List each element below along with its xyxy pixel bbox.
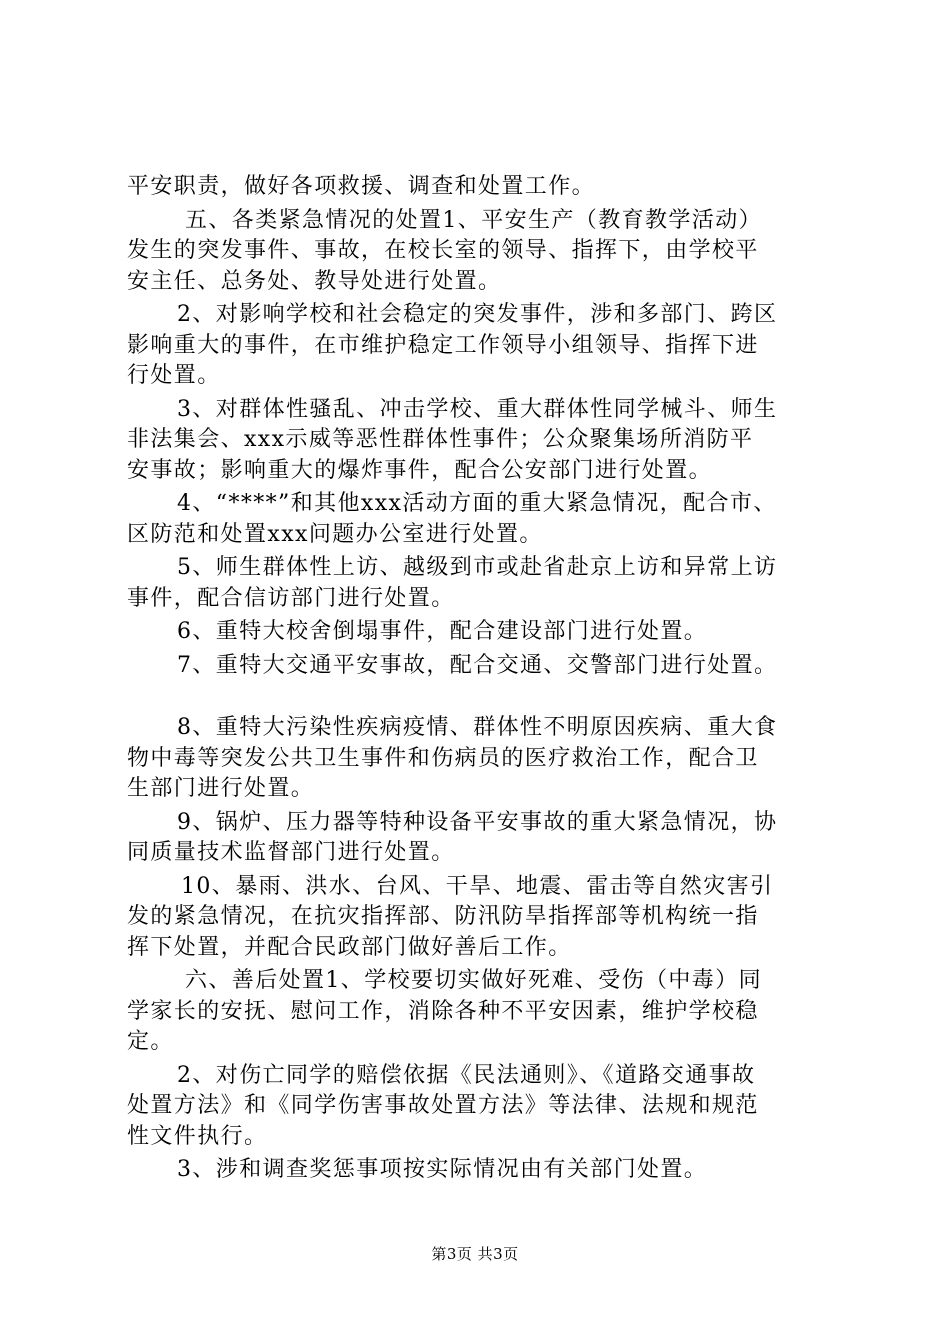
text-line: 发的紧急情况，在抗灾指挥部、防汛防旱指挥部等机构统一指 — [127, 904, 759, 929]
text-line: 区防范和处置xxx问题办公室进行处置。 — [127, 521, 543, 547]
text-line: 安事故；影响重大的爆炸事件，配合公安部门进行处置。 — [127, 457, 713, 483]
paragraph-item-9 — [127, 808, 847, 869]
text-line: 处置方法》和《同学伤害事故处置方法》等法律、法规和规范 — [127, 1093, 759, 1118]
text-line: 安主任、总务处、教导处进行处置。 — [127, 268, 502, 294]
paragraph-aftermath-2 — [127, 1061, 847, 1153]
paragraph-item-5 — [127, 553, 847, 614]
text-line: 同质量技术监督部门进行处置。 — [127, 840, 455, 865]
paragraph-section-5 — [127, 206, 847, 298]
text-line: 生部门进行处置。 — [127, 776, 315, 801]
text-line: 2、对影响学校和社会稳定的突发事件，涉和多部门、跨区 — [177, 302, 778, 327]
text-line: 挥下处置，并配合民政部门做好善后工作。 — [127, 934, 572, 960]
document-body — [127, 172, 847, 1189]
text-line: 5、师生群体性上访、越级到市或赴省赴京上访和异常上访 — [177, 555, 778, 580]
text-line: 平安职责，做好各项救援、调查和处置工作。 — [127, 174, 596, 199]
text-line: 定。 — [127, 1029, 174, 1054]
text-line: 3、对群体性骚乱、冲击学校、重大群体性同学械斗、师生 — [177, 396, 778, 422]
text-line: 行处置。 — [127, 363, 221, 388]
paragraph-intro — [127, 172, 847, 203]
text-line: 4、“****”和其他xxx活动方面的重大紧急情况，配合市、 — [177, 491, 777, 516]
text-line: 发生的突发事件、事故，在校长室的领导、指挥下，由学校平 — [127, 238, 759, 263]
text-line: 3、涉和调查奖惩事项按实际情况由有关部门处置。 — [177, 1157, 708, 1182]
paragraph-item-7 — [127, 651, 847, 682]
text-line: 学家长的安抚、慰问工作，消除各种不平安因素，维护学校稳 — [127, 998, 759, 1024]
paragraph-item-8 — [127, 713, 847, 805]
text-line: 2、对伤亡同学的赔偿依据《民法通则》、《道路交通事故 — [177, 1062, 756, 1088]
text-line: 9、锅炉、压力器等特种设备平安事故的重大紧急情况，协 — [177, 809, 778, 835]
paragraph-item-2 — [127, 300, 847, 392]
text-line: 物中毒等突发公共卫生事件和伤病员的医疗救治工作，配合卫 — [127, 745, 759, 771]
paragraph-item-4 — [127, 489, 847, 550]
paragraph-item-6 — [127, 617, 847, 648]
text-line: 影响重大的事件，在市维护稳定工作领导小组领导、指挥下进 — [127, 332, 759, 358]
text-line: 8、重特大污染性疾病疫情、群体性不明原因疾病、重大食 — [177, 715, 778, 740]
text-line: 五、各类紧急情况的处置1、平安生产（教育教学活动） — [185, 207, 762, 233]
paragraph-aftermath-3 — [127, 1155, 847, 1186]
text-line: 六、善后处置1、学校要切实做好死难、受伤（中毒）同 — [185, 968, 762, 993]
text-line: 性文件执行。 — [127, 1123, 268, 1149]
text-line: 7、重特大交通平安事故，配合交通、交警部门进行处置。 — [177, 652, 778, 678]
text-line: 事件，配合信访部门进行处置。 — [127, 585, 455, 611]
paragraph-section-6 — [127, 966, 847, 1058]
paragraph-item-10 — [127, 872, 847, 964]
paragraph-item-3 — [127, 395, 847, 487]
text-line: 6、重特大校舍倒塌事件，配合建设部门进行处置。 — [177, 619, 708, 644]
text-line: 非法集会、xxx示威等恶性群体性事件；公众聚集场所消防平 — [127, 427, 754, 452]
page-number-footer: 第3页 共3页 — [431, 1245, 519, 1263]
text-line: 10、暴雨、洪水、台风、干旱、地震、雷击等自然灾害引 — [181, 873, 774, 899]
